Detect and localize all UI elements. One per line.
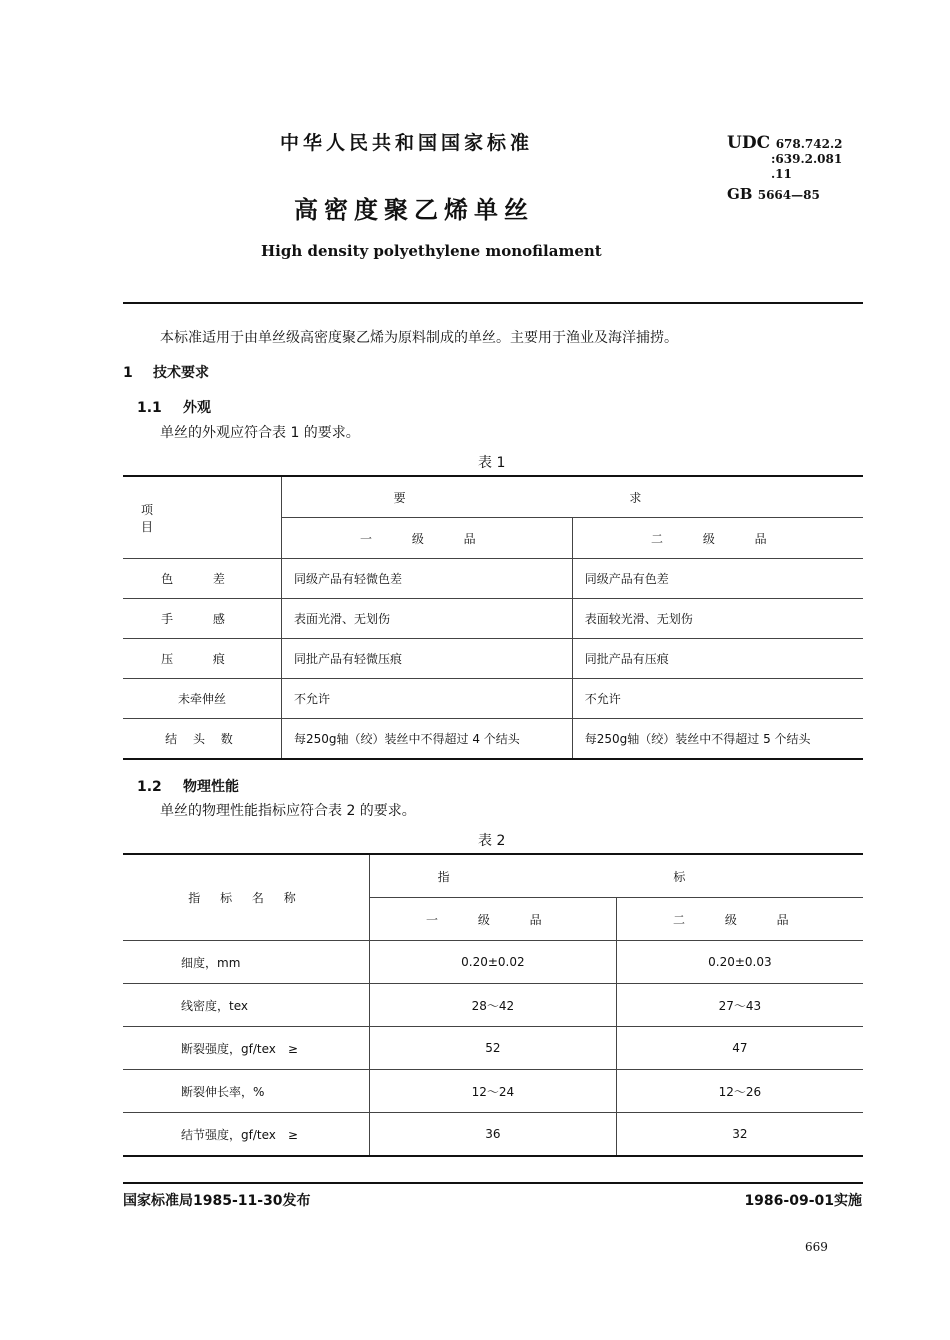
- table-cell-grade2: 12～26: [616, 1070, 863, 1113]
- gb-standard-number: [727, 185, 820, 203]
- section-1-2-number: 1.2: [137, 779, 162, 795]
- implementation-date: 1986-09-01实施: [744, 1193, 862, 1209]
- section-1-heading: [123, 362, 209, 382]
- gb-number: 5664—85: [757, 188, 820, 202]
- section-1-title: 技术要求: [153, 365, 209, 381]
- table-row: [123, 639, 863, 679]
- table-cell-grade1: 12～24: [370, 1070, 617, 1113]
- gb-label: GB: [727, 185, 753, 203]
- table-cell-name: 断裂伸长率，%: [123, 1070, 370, 1113]
- table-cell-grade1: 不允许: [282, 679, 573, 719]
- table-2-caption: 表 2: [478, 833, 506, 849]
- table-row: [123, 679, 863, 719]
- document-title-cn: 高密度聚乙烯单丝: [294, 196, 534, 224]
- table-cell-grade2: 不允许: [572, 679, 863, 719]
- table-1-header-grade2: 二 级 品: [572, 518, 863, 559]
- table-row: [123, 559, 863, 599]
- standard-organization: 中华人民共和国国家标准: [280, 132, 534, 154]
- table-2-header-grade1: 一 级 品: [370, 898, 617, 941]
- section-1-2-text: 单丝的物理性能指标应符合表 2 的要求。: [160, 803, 416, 819]
- scope-paragraph: 本标准适用于由单丝级高密度聚乙烯为原料制成的单丝。主要用于渔业及海洋捕捞。: [160, 330, 678, 346]
- table-row: [123, 984, 863, 1027]
- table-cell-item: 未牵伸丝: [123, 679, 282, 719]
- table-row: [123, 599, 863, 639]
- section-1-1-text: 单丝的外观应符合表 1 的要求。: [160, 425, 360, 441]
- table-cell-item: 手 感: [123, 599, 282, 639]
- table-2: [123, 853, 863, 1157]
- table-cell-grade1: 同级产品有轻微色差: [282, 559, 573, 599]
- table-cell-grade1: 52: [370, 1027, 617, 1070]
- udc-label: UDC: [727, 133, 771, 153]
- section-1-1-number: 1.1: [137, 400, 162, 416]
- table-cell-grade2: 32: [616, 1113, 863, 1157]
- table-2-header-grade2: 二 级 品: [616, 898, 863, 941]
- udc-line-1: 678.742.2: [775, 137, 843, 151]
- table-1-header-item: 项 目: [123, 476, 282, 559]
- table-cell-grade2: 0.20±0.03: [616, 941, 863, 984]
- section-1-2-title: 物理性能: [183, 779, 239, 795]
- header-rule: [123, 302, 863, 304]
- table-cell-grade2: 每250g轴（绞）装丝中不得超过 5 个结头: [572, 719, 863, 760]
- udc-line-3: .11: [771, 167, 792, 181]
- table-cell-grade1: 28～42: [370, 984, 617, 1027]
- footer-rule: [123, 1182, 863, 1184]
- table-cell-grade1: 表面光滑、无划伤: [282, 599, 573, 639]
- table-row: [123, 719, 863, 760]
- issue-date: 国家标准局1985-11-30发布: [123, 1193, 311, 1209]
- table-cell-grade1: 36: [370, 1113, 617, 1157]
- table-cell-grade2: 27～43: [616, 984, 863, 1027]
- page-number: 669: [805, 1240, 828, 1254]
- table-cell-grade1: 同批产品有轻微压痕: [282, 639, 573, 679]
- table-cell-grade2: 同级产品有色差: [572, 559, 863, 599]
- udc-line-2: :639.2.081: [771, 152, 843, 166]
- table-row: [123, 1113, 863, 1157]
- table-1-header-group: 要 求: [282, 476, 864, 518]
- table-1-caption: 表 1: [478, 455, 506, 471]
- udc-classification: [727, 135, 843, 182]
- table-cell-item: 结 头 数: [123, 719, 282, 760]
- table-2-header-name: 指 标 名 称: [123, 854, 370, 941]
- table-1-header-grade1: 一 级 品: [282, 518, 573, 559]
- table-cell-name: 线密度，tex: [123, 984, 370, 1027]
- table-cell-grade2: 表面较光滑、无划伤: [572, 599, 863, 639]
- table-2-header-group: 指 标: [370, 854, 864, 898]
- table-row: [123, 941, 863, 984]
- table-row: [123, 1070, 863, 1113]
- section-1-number: 1: [123, 365, 133, 381]
- section-1-1-heading: [137, 397, 211, 417]
- table-cell-grade2: 同批产品有压痕: [572, 639, 863, 679]
- table-cell-name: 细度，mm: [123, 941, 370, 984]
- table-row: [123, 1027, 863, 1070]
- table-cell-item: 色 差: [123, 559, 282, 599]
- section-1-1-title: 外观: [183, 400, 211, 416]
- document-title-en: High density polyethylene monofilament: [261, 242, 602, 260]
- table-cell-grade2: 47: [616, 1027, 863, 1070]
- table-cell-item: 压 痕: [123, 639, 282, 679]
- table-cell-grade1: 0.20±0.02: [370, 941, 617, 984]
- table-cell-name: 断裂强度，gf/tex ≥: [123, 1027, 370, 1070]
- table-cell-name: 结节强度，gf/tex ≥: [123, 1113, 370, 1157]
- table-1: [123, 475, 863, 760]
- table-cell-grade1: 每250g轴（绞）装丝中不得超过 4 个结头: [282, 719, 573, 760]
- section-1-2-heading: [137, 776, 239, 796]
